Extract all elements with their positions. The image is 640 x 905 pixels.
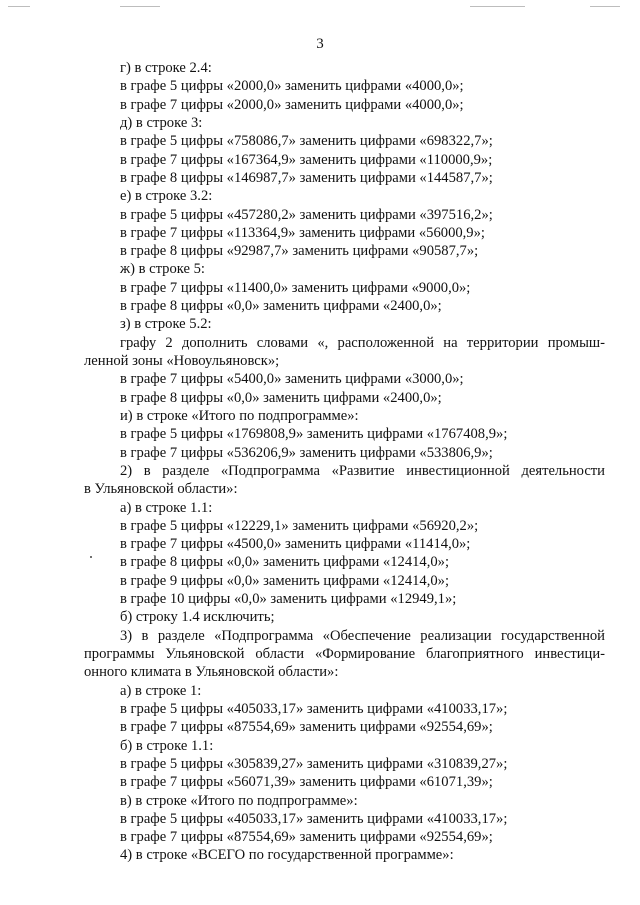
text-line: в графе 7 цифры «56071,39» заменить цифрами «61071,39»;: [120, 774, 493, 791]
scan-edge-mark: [120, 6, 160, 7]
scan-edge-mark: [590, 6, 620, 7]
text-line: программы Ульяновской области «Формирование благоприятного инвестици-: [84, 646, 605, 662]
text-line: в графе 7 цифры «536206,9» заменить цифрами «533806,9»;: [120, 444, 493, 461]
text-line: графу 2 дополнить словами «, расположенной на территории промыш-: [120, 334, 605, 351]
text-line: в графе 5 цифры «12229,1» заменить цифрами «56920,2»;: [120, 517, 479, 534]
document-body: [84, 59, 605, 865]
scan-speck: [90, 556, 92, 558]
text-line: в графе 5 цифры «405033,17» заменить цифрами «410033,17»;: [120, 700, 508, 717]
text-line: в графе 10 цифры «0,0» заменить цифрами «12949,1»;: [120, 591, 457, 608]
text-line: 3) в разделе «Подпрограмма «Обеспечение реализации государственной: [120, 627, 605, 644]
text-line: в графе 5 цифры «457280,2» заменить цифрами «397516,2»;: [120, 206, 493, 223]
text-line: в графе 7 цифры «2000,0» заменить цифрами «4000,0»;: [120, 96, 464, 113]
text-line: и) в строке «Итого по подпрограмме»:: [120, 407, 359, 424]
text-line: в графе 5 цифры «2000,0» заменить цифрами «4000,0»;: [120, 78, 464, 95]
text-line: в) в строке «Итого по подпрограмме»:: [120, 792, 358, 809]
scan-edge-mark: [470, 6, 525, 7]
text-line: в графе 7 цифры «4500,0» заменить цифрами «11414,0»;: [120, 536, 471, 553]
text-line: в графе 9 цифры «0,0» заменить цифрами «12414,0»;: [120, 572, 450, 589]
text-line: в графе 5 цифры «305839,27» заменить цифрами «310839,27»;: [120, 755, 508, 772]
text-line: а) в строке 1.1:: [120, 499, 213, 516]
text-line: б) в строке 1.1:: [120, 737, 214, 754]
text-line: в графе 8 цифры «146987,7» заменить цифрами «144587,7»;: [120, 169, 493, 186]
text-line: в графе 5 цифры «758086,7» заменить цифрами «698322,7»;: [120, 133, 493, 150]
text-line: в графе 7 цифры «11400,0» заменить цифрами «9000,0»;: [120, 279, 471, 296]
text-line: в графе 5 цифры «405033,17» заменить цифрами «410033,17»;: [120, 810, 508, 827]
text-line: в графе 5 цифры «1769808,9» заменить цифрами «1767408,9»;: [120, 426, 508, 443]
text-line: в графе 7 цифры «87554,69» заменить цифрами «92554,69»;: [120, 719, 493, 736]
text-line: ж) в строке 5:: [120, 261, 205, 278]
text-line: онного климата в Ульяновской области»:: [84, 664, 339, 681]
text-line: д) в строке 3:: [120, 114, 203, 131]
scan-edge-mark: [8, 6, 30, 7]
text-line: 4) в строке «ВСЕГО по государственной программе»:: [120, 847, 454, 864]
text-line: в графе 8 цифры «0,0» заменить цифрами «12414,0»;: [120, 554, 450, 571]
text-line: а) в строке 1:: [120, 682, 202, 699]
text-line: 2) в разделе «Подпрограмма «Развитие инвестиционной деятельности: [120, 462, 605, 479]
text-line: в графе 7 цифры «113364,9» заменить цифрами «56000,9»;: [120, 224, 485, 241]
text-line: в Ульяновской области»:: [84, 481, 238, 498]
text-line: з) в строке 5.2:: [120, 316, 212, 333]
text-line: в графе 7 цифры «5400,0» заменить цифрами «3000,0»;: [120, 371, 464, 388]
text-line: в графе 8 цифры «0,0» заменить цифрами «2400,0»;: [120, 389, 442, 406]
text-line: е) в строке 3.2:: [120, 188, 213, 205]
text-line: в графе 8 цифры «92987,7» заменить цифрами «90587,7»;: [120, 243, 479, 260]
page-number: 3: [316, 36, 324, 52]
text-line: г) в строке 2.4:: [120, 60, 212, 76]
text-line: б) строку 1.4 исключить;: [120, 609, 275, 626]
text-line: ленной зоны «Новоульяновск»;: [84, 353, 280, 369]
text-line: в графе 8 цифры «0,0» заменить цифрами «2400,0»;: [120, 298, 442, 315]
text-line: в графе 7 цифры «167364,9» заменить цифрами «110000,9»;: [120, 151, 493, 168]
text-line: в графе 7 цифры «87554,69» заменить цифрами «92554,69»;: [120, 829, 493, 846]
